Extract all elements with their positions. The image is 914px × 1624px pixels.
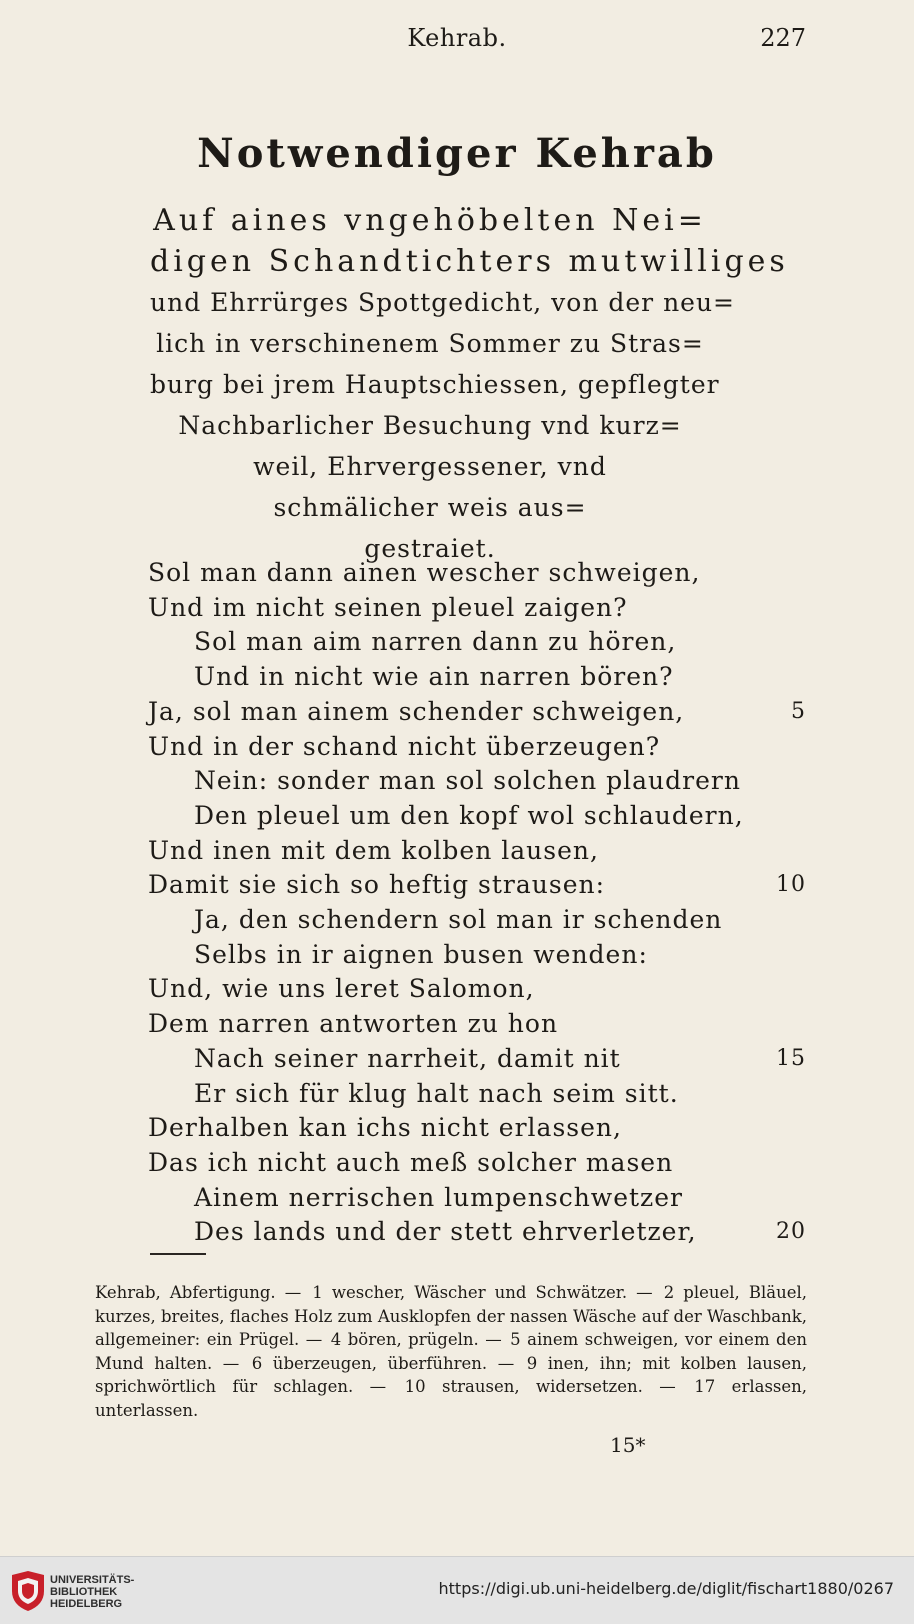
verse-line — [0, 662, 914, 700]
verse-text: Und in nicht wie ain narren bören? — [194, 662, 674, 692]
footnote: 2 pleuel, Bläuel, kurzes, breites, flaches Holz zum Ausklopfen der nassen Wäsche auf der Waschbank, allgemeiner: ein Prügel. — — [95, 1283, 808, 1349]
footnote-divider — [150, 1253, 206, 1255]
footnotes — [95, 1281, 807, 1422]
verse-text: Ja, sol man ainem schender schweigen, — [148, 696, 685, 726]
line-number: 15 — [776, 1045, 806, 1071]
footnote: 1 wescher, Wäscher und Schwätzer. — — [312, 1283, 653, 1302]
signature-mark: 15* — [610, 1433, 646, 1457]
footnote: 5 ainem schweigen, vor einem den Mund halten. — — [95, 1330, 808, 1373]
verse-line — [0, 1148, 914, 1186]
poem-subtitle — [150, 200, 789, 569]
verse-text: Und im nicht seinen pleuel zaigen? — [148, 592, 628, 622]
verse-line — [0, 1079, 914, 1117]
verse-text: Derhalben kan ichs nicht erlassen, — [148, 1113, 622, 1143]
subtitle-line: schmälicher weis aus= — [273, 493, 587, 522]
verse-line — [0, 1217, 914, 1255]
line-number: 10 — [776, 872, 806, 898]
verse-line — [0, 697, 914, 735]
logo-line: BIBLIOTHEK — [50, 1586, 118, 1598]
verse-text: Des lands und der stett ehrverletzer, — [194, 1217, 697, 1247]
subtitle-line: lich in verschinenem Sommer zu Stras= — [156, 329, 704, 358]
verse-line — [0, 766, 914, 804]
verse-text: Er sich für klug halt nach seim sitt. — [194, 1078, 679, 1108]
university-seal-icon — [8, 1569, 48, 1613]
verse-text: Ainem nerrischen lumpenschwetzer — [194, 1182, 683, 1212]
verse-line — [0, 1113, 914, 1151]
logo-line: HEIDELBERG — [50, 1598, 123, 1610]
verse-line — [0, 732, 914, 770]
verse-text: Und in der schand nicht überzeugen? — [148, 731, 661, 761]
library-logo-text — [50, 1574, 134, 1610]
footer-bar — [0, 1556, 914, 1624]
verse-text: Das ich nicht auch meß solcher masen — [148, 1147, 674, 1177]
footnote: 10 strausen, widersetzen. — — [404, 1377, 676, 1396]
verse-text: Und, wie uns leret Salomon, — [148, 974, 535, 1004]
verse-line — [0, 940, 914, 978]
verse-text: Damit sie sich so heftig strausen: — [148, 870, 606, 900]
subtitle-line: und Ehrrürges Spottgedicht, von der neu= — [150, 288, 736, 317]
verse-line — [0, 1044, 914, 1082]
verse-line — [0, 1183, 914, 1221]
line-number: 5 — [791, 698, 806, 724]
verse-line — [0, 905, 914, 943]
subtitle-line: Nachbarlicher Besuchung vnd kurz= — [178, 411, 682, 440]
subtitle-line: Auf aines vngehöbelten Nei= — [153, 203, 707, 238]
page-number: 227 — [760, 24, 806, 52]
subtitle-line: gestraiet. — [364, 534, 496, 563]
footnote: 17 erlassen, unterlassen. — [95, 1377, 808, 1420]
footnote: 4 bören, prügeln. — — [330, 1330, 502, 1349]
subtitle-line: burg bei jrem Hauptschiessen, gepflegter — [150, 370, 720, 399]
subtitle-line: weil, Ehrvergessener, vnd — [253, 452, 607, 481]
verse-line — [0, 801, 914, 839]
footnote: 9 inen, ihn; mit kolben lausen, sprichwörtlich für schlagen. — — [95, 1353, 808, 1396]
verse-line — [0, 593, 914, 631]
verse-text: Sol man aim narren dann zu hören, — [194, 627, 677, 657]
verse-text: Nach seiner narrheit, damit nit — [194, 1043, 621, 1073]
verse-line — [0, 870, 914, 908]
source-url-link[interactable]: https://digi.ub.uni-heidelberg.de/diglit/fischart1880/0267 — [438, 1579, 894, 1598]
verse-line — [0, 1009, 914, 1047]
verse-text: Und inen mit dem kolben lausen, — [148, 835, 599, 865]
verse-line — [0, 627, 914, 665]
footnote: 6 überzeugen, überführen. — — [251, 1353, 515, 1373]
running-head: Kehrab. — [407, 24, 507, 52]
verse-line — [0, 836, 914, 874]
verse-text: Sol man dann ainen wescher schweigen, — [148, 558, 701, 587]
verse-line — [0, 974, 914, 1012]
verse-text: Dem narren antworten zu hon — [148, 1009, 559, 1039]
verse-text: Ja, den schendern sol man ir schenden — [194, 905, 723, 934]
logo-line: UNIVERSITÄTS- — [50, 1574, 135, 1586]
verse-line — [0, 558, 914, 596]
verse-text: Den pleuel um den kopf wol schlaudern, — [194, 800, 744, 830]
subtitle-line: digen Schandtichters mutwilliges — [150, 244, 789, 279]
line-number: 20 — [776, 1219, 806, 1245]
verse-text: Selbs in ir aignen busen wenden: — [194, 939, 648, 969]
poem-title: Notwendiger Kehrab — [197, 130, 717, 177]
footnote: Kehrab, Abfertigung. — — [95, 1283, 302, 1302]
verse-text: Nein: sonder man sol solchen plaudrern — [194, 766, 741, 796]
